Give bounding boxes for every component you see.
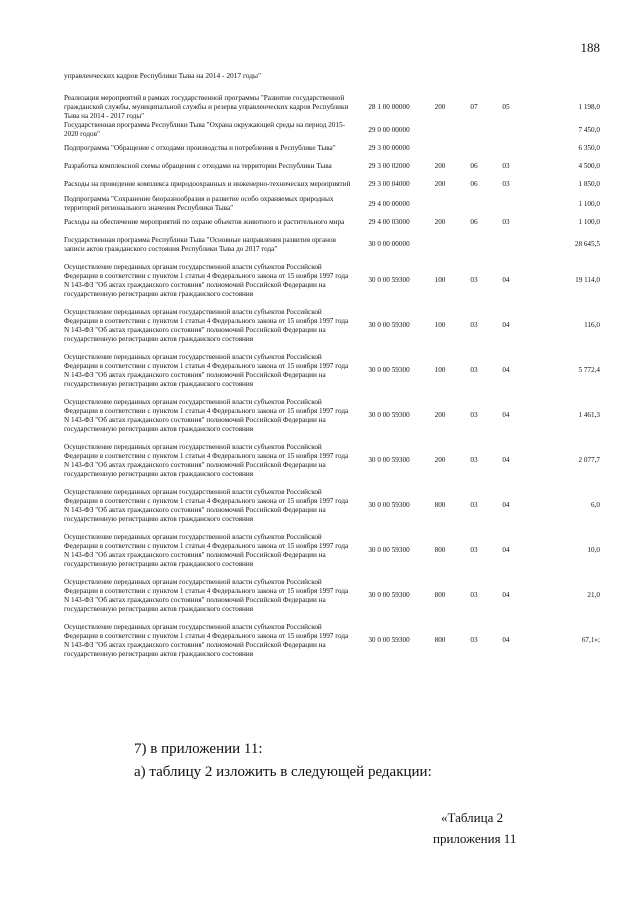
row-csr: 29 4 00 00000 — [368, 199, 410, 208]
row-name: Осуществление переданных органам государственной власти субъектов Российской Федерации в соответствии с пунктом 1 статьи 4 Федерального закона от 15 ноября 1997 года N 143-ФЗ "Об актах гражданского состояния" полномочий Российской Федерации на государственную регистрацию актов гражданского состояния — [64, 532, 349, 568]
row-sum: 21,0 — [587, 591, 600, 599]
row-csr: 29 4 00 03000 — [368, 217, 410, 226]
table-row — [64, 213, 604, 231]
table-label-2: приложения 11 — [433, 831, 517, 846]
row-pr: 04 — [502, 591, 510, 599]
row-vr: 200 — [434, 103, 446, 111]
row-sum: 1 198,0 — [578, 103, 600, 111]
row-vr: 100 — [434, 321, 446, 329]
row-rz: 03 — [470, 366, 478, 374]
row-pr: 04 — [502, 411, 510, 419]
budget-table — [64, 94, 604, 663]
row-rz: 03 — [470, 456, 478, 464]
row-name: Подпрограмма "Сохранение биоразнообразия и развитие особо охраняемых природных территорий регионального значения Республики Тыва" — [64, 195, 334, 212]
row-csr: 30 0 00 59300 — [368, 366, 410, 374]
row-pr: 04 — [502, 636, 510, 644]
table-row — [64, 231, 604, 258]
row-name: Государственная программа Республики Тыва "Основные направления развития органов записи актов гражданского состояния Республики Тыва до 2017 года" — [64, 235, 336, 253]
table-row — [64, 258, 604, 303]
row-vr: 800 — [434, 636, 446, 644]
table-row — [64, 303, 604, 348]
row-csr: 29 3 00 04000 — [368, 179, 410, 188]
row-name: Осуществление переданных органам государственной власти субъектов Российской Федерации в соответствии с пунктом 1 статьи 4 Федерального закона от 15 ноября 1997 года N 143-ФЗ "Об актах гражданского состояния" полномочий Российской Федерации на государственную регистрацию актов гражданского состояния — [64, 352, 349, 388]
row-rz: 06 — [470, 161, 478, 170]
row-name: Осуществление переданных органам государственной власти субъектов Российской Федерации в соответствии с пунктом 1 статьи 4 Федерального закона от 15 ноября 1997 года N 143-ФЗ "Об актах гражданского состояния" полномочий Российской Федерации на государственную регистрацию актов гражданского состояния — [64, 577, 349, 613]
row-pr: 04 — [502, 276, 510, 284]
row-vr: 200 — [434, 411, 446, 419]
row-name: Осуществление переданных органам государственной власти субъектов Российской Федерации в соответствии с пунктом 1 статьи 4 Федерального закона от 15 ноября 1997 года N 143-ФЗ "Об актах гражданского состояния" полномочий Российской Федерации на государственную регистрацию актов гражданского состояния — [64, 397, 349, 433]
row-pr: 03 — [502, 161, 510, 170]
row-csr: 29 0 00 00000 — [368, 125, 410, 134]
row-sum: 10,0 — [587, 546, 600, 554]
row-name: Расходы на проведение комплекса природоохранных и инженерно-технических мероприятий — [64, 179, 351, 188]
row-sum: 116,0 — [584, 321, 600, 329]
row-rz: 07 — [470, 103, 478, 111]
table-row — [64, 157, 604, 175]
table-row — [64, 573, 604, 618]
row-pr: 04 — [502, 501, 510, 509]
table-row — [64, 528, 604, 573]
row-csr: 30 0 00 59300 — [368, 456, 410, 464]
row-sum: 4 500,0 — [578, 161, 600, 170]
row-name: Осуществление переданных органам государственной власти субъектов Российской Федерации в соответствии с пунктом 1 статьи 4 Федерального закона от 15 ноября 1997 года N 143-ФЗ "Об актах гражданского состояния" полномочий Российской Федерации на государственную регистрацию актов гражданского состояния — [64, 487, 349, 523]
row-rz: 03 — [470, 591, 478, 599]
table-row — [64, 139, 604, 157]
row-sum: 1 461,3 — [578, 411, 600, 419]
row-vr: 100 — [434, 276, 446, 284]
row-csr: 30 0 00 59300 — [368, 546, 410, 554]
table-row — [64, 618, 604, 663]
row-vr: 200 — [434, 179, 446, 188]
row-sum: 1 100,0 — [578, 199, 600, 208]
row-sum: 19 114,0 — [575, 276, 600, 284]
row-csr: 30 0 00 59300 — [368, 636, 410, 644]
row-rz: 06 — [470, 217, 478, 226]
row-rz: 03 — [470, 276, 478, 284]
row-vr: 800 — [434, 546, 446, 554]
row-name: Расходы на обеспечение мероприятий по охране объектов животного и растительного мира — [64, 217, 345, 226]
row-rz: 03 — [470, 546, 478, 554]
row-pr: 04 — [502, 546, 510, 554]
row-name: Осуществление переданных органам государственной власти субъектов Российской Федерации в соответствии с пунктом 1 статьи 4 Федерального закона от 15 ноября 1997 года N 143-ФЗ "Об актах гражданского состояния" полномочий Российской Федерации на государственную регистрацию актов гражданского состояния — [64, 442, 349, 478]
row-sum: 6 350,0 — [578, 143, 600, 152]
table-row — [64, 438, 604, 483]
row-pr: 05 — [502, 103, 510, 111]
row-vr: 200 — [434, 161, 446, 170]
row-sum: 7 450,0 — [578, 125, 600, 134]
row-csr: 28 1 00 00000 — [368, 103, 410, 111]
row-sum: 1 100,0 — [578, 217, 600, 226]
table-row — [64, 175, 604, 193]
row-vr: 200 — [434, 456, 446, 464]
row-rz: 03 — [470, 501, 478, 509]
row-sum: 5 772,4 — [578, 366, 600, 374]
row-sum: 67,1»; — [581, 636, 600, 644]
row-name: Осуществление переданных органам государственной власти субъектов Российской Федерации в соответствии с пунктом 1 статьи 4 Федерального закона от 15 ноября 1997 года N 143-ФЗ "Об актах гражданского состояния" полномочий Российской Федерации на государственную регистрацию актов гражданского состояния — [64, 307, 349, 343]
row-vr: 100 — [434, 366, 446, 374]
header-text: управленческих кадров Республики Тыва на 2014 - 2017 годы" — [64, 71, 262, 80]
paragraph-2: а) таблицу 2 изложить в следующей редакции: — [134, 764, 432, 780]
row-name: Государственная программа Республики Тыва "Охрана окружающей среды на период 2015-2020 годов" — [64, 121, 346, 138]
table-row — [64, 121, 604, 139]
table-row — [64, 195, 604, 213]
row-name: Осуществление переданных органам государственной власти субъектов Российской Федерации в соответствии с пунктом 1 статьи 4 Федерального закона от 15 ноября 1997 года N 143-ФЗ "Об актах гражданского состояния" полномочий Российской Федерации на государственную регистрацию актов гражданского состояния — [64, 262, 349, 298]
row-csr: 30 0 00 59300 — [368, 321, 410, 329]
table-row — [64, 393, 604, 438]
row-vr: 200 — [434, 217, 446, 226]
row-csr: 30 0 00 59300 — [368, 501, 410, 509]
row-pr: 03 — [502, 217, 510, 226]
row-rz: 03 — [470, 636, 478, 644]
row-pr: 04 — [502, 456, 510, 464]
row-csr: 30 0 00 59300 — [368, 276, 410, 284]
row-csr: 29 3 00 00000 — [368, 143, 410, 152]
row-vr: 800 — [434, 501, 446, 509]
row-pr: 03 — [502, 179, 510, 188]
page-number: 188 — [580, 40, 600, 55]
table-row — [64, 348, 604, 393]
row-pr: 04 — [502, 366, 510, 374]
row-sum: 1 850,0 — [578, 179, 600, 188]
row-rz: 03 — [470, 321, 478, 329]
row-sum: 28 645,5 — [574, 240, 600, 248]
table-row — [64, 94, 604, 121]
paragraph-1: 7) в приложении 11: — [134, 741, 263, 757]
row-csr: 30 0 00 00000 — [368, 240, 410, 248]
table-label-1: «Таблица 2 — [441, 810, 504, 825]
row-csr: 30 0 00 59300 — [368, 411, 410, 419]
row-pr: 04 — [502, 321, 510, 329]
row-csr: 29 3 00 02000 — [368, 161, 410, 170]
row-rz: 06 — [470, 179, 478, 188]
row-sum: 6,0 — [591, 501, 600, 509]
row-vr: 800 — [434, 591, 446, 599]
table-row — [64, 483, 604, 528]
row-name: Реализация мероприятий в рамках государственной программы "Развитие государственной гражданской службы, муниципальной службы и резерва управленческих кадров Республики Тыва на 2014 - 2017 годы" — [64, 94, 349, 120]
row-csr: 30 0 00 59300 — [368, 591, 410, 599]
row-name: Осуществление переданных органам государственной власти субъектов Российской Федерации в соответствии с пунктом 1 статьи 4 Федерального закона от 15 ноября 1997 года N 143-ФЗ "Об актах гражданского состояния" полномочий Российской Федерации на государственную регистрацию актов гражданского состояния — [64, 622, 349, 658]
row-name: Разработка комплексной схемы обращения с отходами на территории Республики Тыва — [64, 161, 332, 170]
row-name: Подпрограмма "Обращение с отходами производства и потребления в Республике Тыва" — [64, 143, 336, 152]
row-rz: 03 — [470, 411, 478, 419]
row-sum: 2 077,7 — [578, 456, 600, 464]
